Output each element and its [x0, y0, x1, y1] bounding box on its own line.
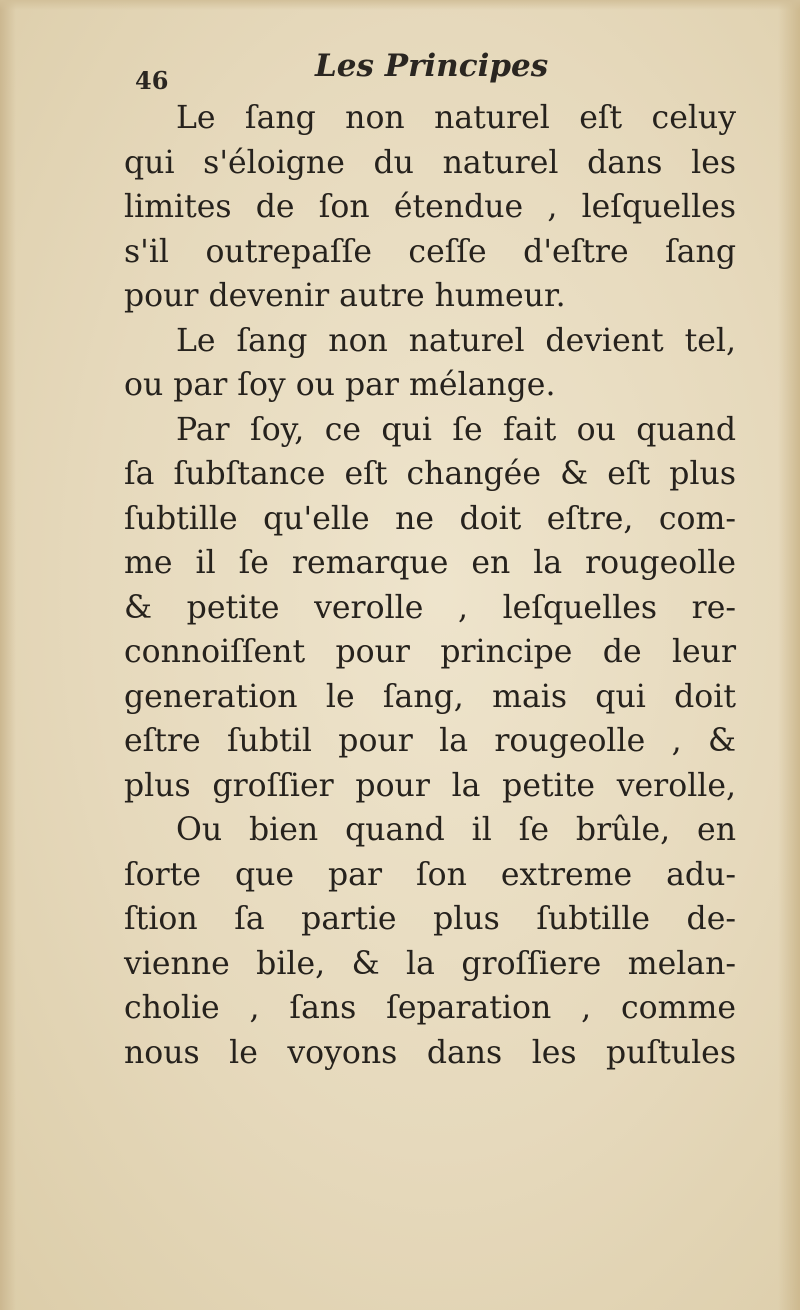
text-line: Le ſang non naturel eſt celuy [176, 100, 736, 136]
text-line: Le ſang non naturel devient tel, [176, 322, 736, 359]
text-line: limites de ſon étendue , leſquelles [124, 189, 736, 225]
page-edge-shadow-right [778, 0, 800, 1310]
text-line: vienne bile, & la groſſiere melan- [124, 945, 736, 982]
text-line: eſtre ſubtil pour la rougeolle , & [124, 723, 736, 759]
text-line: generation le ſang, mais qui doit [124, 678, 736, 715]
text-line: Par ſoy, ce qui ſe fait ou quand [176, 411, 736, 448]
text-line: qui s'éloigne du naturel dans les [124, 144, 736, 181]
running-head [135, 48, 735, 95]
text-line: cholie , ſans ſeparation , comme [124, 990, 736, 1026]
text-line: ſa ſubſtance eſt changée & eſt plus [124, 456, 736, 492]
text-line: ou par ſoy ou par mélange. [124, 367, 556, 403]
text-line: connoiſſent pour principe de leur [124, 634, 736, 670]
text-line: pour devenir autre humeur. [124, 278, 566, 314]
text-line: ſorte que par ſon extreme adu- [124, 856, 736, 893]
text-line: ſtion ſa partie plus ſubtille de- [124, 901, 736, 937]
running-title: Les Principes [315, 48, 549, 84]
page-edge-shadow-top [0, 0, 800, 10]
text-line: me il ſe remarque en la rougeolle [124, 545, 736, 581]
text-line: plus groſſier pour la petite verolle, [124, 767, 736, 804]
page-edge-shadow-left [0, 0, 16, 1310]
page-number: 46 [135, 66, 169, 95]
text-line: s'il outrepaſſe ceſſe d'eſtre ſang [124, 233, 736, 270]
text-line: nous le voyons dans les puſtules [124, 1034, 736, 1071]
text-line: Ou bien quand il ſe brûle, en [176, 812, 736, 848]
text-line: & petite verolle , leſquelles re- [124, 589, 736, 626]
body-text [124, 96, 736, 1075]
text-line: ſubtille qu'elle ne doit eſtre, com- [124, 500, 736, 537]
